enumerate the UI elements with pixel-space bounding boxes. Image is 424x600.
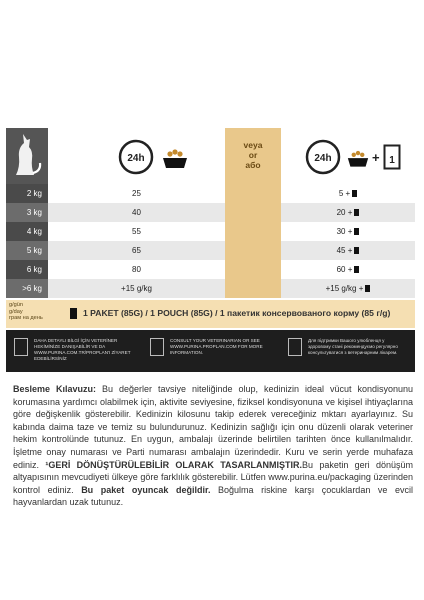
legend-row [6,300,415,328]
dry-amount-cell: +15 g/kg [121,284,152,293]
unit-en: g/day [9,308,23,315]
pouch-icon [354,228,359,235]
table-row [6,260,415,280]
or-column-header [225,128,281,184]
dry-amount-cell: 80 [132,265,141,274]
choking-warning-text: Boğulma riskine karşı çocuklardan ve evcil hayvanlardan uzak tutunuz. [13,484,413,508]
weight-cell: 5 kg [6,241,48,261]
clock-24h-icon [303,137,343,177]
mixed-amount-cell [281,222,415,242]
mixed-amount-cell [281,260,415,280]
mixed-amount: +15 g/kg + [325,284,364,293]
mixed-amount: 45 + [336,246,353,255]
food-bowl-icon [160,146,190,172]
unit-ua: грам на день [9,315,43,321]
pouch-icon [354,209,359,216]
pouch-icon [352,190,357,197]
weight-cell: 3 kg [6,203,48,223]
feeding-description [13,383,413,509]
or-cell [225,279,281,299]
pouch-icon [70,308,77,319]
mixed-amount-cell [281,184,415,204]
weight-cell: >6 kg [6,279,48,299]
mixed-amount-cell [281,203,415,223]
pouch-legend-text: 1 PAKET (85G) / 1 POUCH (85G) / 1 пакетик консервованого корму (85 г/g) [83,308,391,318]
food-bowl-icon [345,148,371,170]
table-row [6,184,415,204]
table-header [6,128,415,184]
weight-cell: 4 kg [6,222,48,242]
mixed-amount: 20 + [336,208,353,217]
table-row [6,203,415,223]
consult-text-tr: DAHA DETAYLI BİLGİ İÇİN VETERİNER HEKİMİNİZE DANIŞABİLİR VE DA WWW.PURINA.COM.TR/PROPLAN'I ZİYARET EDEBİLİRSİNİZ [34,338,131,361]
dry-amount-cell: 65 [132,246,141,255]
dry-food-header [48,128,225,184]
table-row [6,279,415,299]
or-cell [225,203,281,223]
or-label-tr: veya [243,140,263,150]
mixed-amount-cell [281,241,415,261]
pouch-icon [383,144,401,170]
document-icon [14,338,28,356]
cat-silhouette-icon [6,128,48,184]
clock-24h-icon [116,137,156,177]
consult-vet-bar [6,330,415,372]
consult-text-ua: Для підтримки Вашого улюбленця у здоровому стані рекомендуємо регулярно консультуватися з ветеринарним лікарем. [308,338,398,355]
pouch-icon [354,266,359,273]
pouch-legend [70,308,390,319]
description-text: Bu değerler tavsiye niteliğinde olup, kedinizin ideal vücut kondisyonunu korumasına yardımcı olabilmek için, aktivite seviyesine, fiziksel kondisyonuna ve kişisel ihtiyaçlarına göre değişkenlik gösterebilir. Kedinizin kilosunu takip ederek vereceğiniz mktarı ayarlayınız. Su kabında daima taze ve temiz su bulundurunuz. Kedinizin sağlığı için onu düzenli olarak veteriner hekim kontrolünde tutunuz. En uygun, ambalajı üzerinde belirtilen tarihten önce kullanılmalıdır. İşletme onay numarası ve Parti numarası ambalajın üzerindedir. Kuru ve serin yerde muhafaza ediniz. [13,384,413,470]
unit-tr: g/gün [9,302,23,308]
pouch-count-label: 1 [389,155,395,166]
pouch-icon [365,285,370,292]
document-icon [150,338,164,356]
mixed-amount: 30 + [336,227,353,236]
mixed-amount: 60 + [336,265,353,274]
weight-cell: 2 kg [6,184,48,204]
mix-clock-label: 24h [314,153,332,164]
dry-amount-cell: 40 [132,208,141,217]
not-a-toy-warning: Bu paket oyuncak değildir. [81,484,211,495]
units-legend [6,300,62,328]
or-cell [225,222,281,242]
feeding-table [6,128,415,338]
or-label-en: or [248,150,258,160]
or-cell [225,241,281,261]
or-cell [225,260,281,280]
plus-sign: + [372,150,380,165]
consult-text-en: CONSULT YOUR VETERINARIAN OR SEE WWW.PURINA.PROPLAN.COM FOR MORE INFORMATION. [170,338,263,355]
recycling-text: Bu paketin geri dönüşüm altyapısının mevcudiyeti ülkeye göre farklılık gösterebilir. Lütfen www.purina.eu/packaging üzerinden kontrol ediniz. [13,459,413,495]
pouch-icon [354,247,359,254]
mixed-amount-cell [281,279,415,299]
dry-amount-cell: 25 [132,189,141,198]
or-label-ua: або [245,160,261,170]
table-row [6,222,415,242]
table-row [6,241,415,261]
mixed-feeding-header [281,128,415,184]
recyclable-note: ¹GERİ DÖNÜŞTÜRÜLEBİLİR OLARAK TASARLANMIŞTIR. [45,459,303,470]
dry-clock-label: 24h [127,153,145,164]
or-cell [225,184,281,204]
cat-column-header [6,128,48,184]
description-heading: Besleme Kılavuzu: [13,384,97,394]
document-icon [288,338,302,356]
mixed-amount: 5 + [338,189,351,198]
weight-cell: 6 kg [6,260,48,280]
dry-amount-cell: 55 [132,227,141,236]
